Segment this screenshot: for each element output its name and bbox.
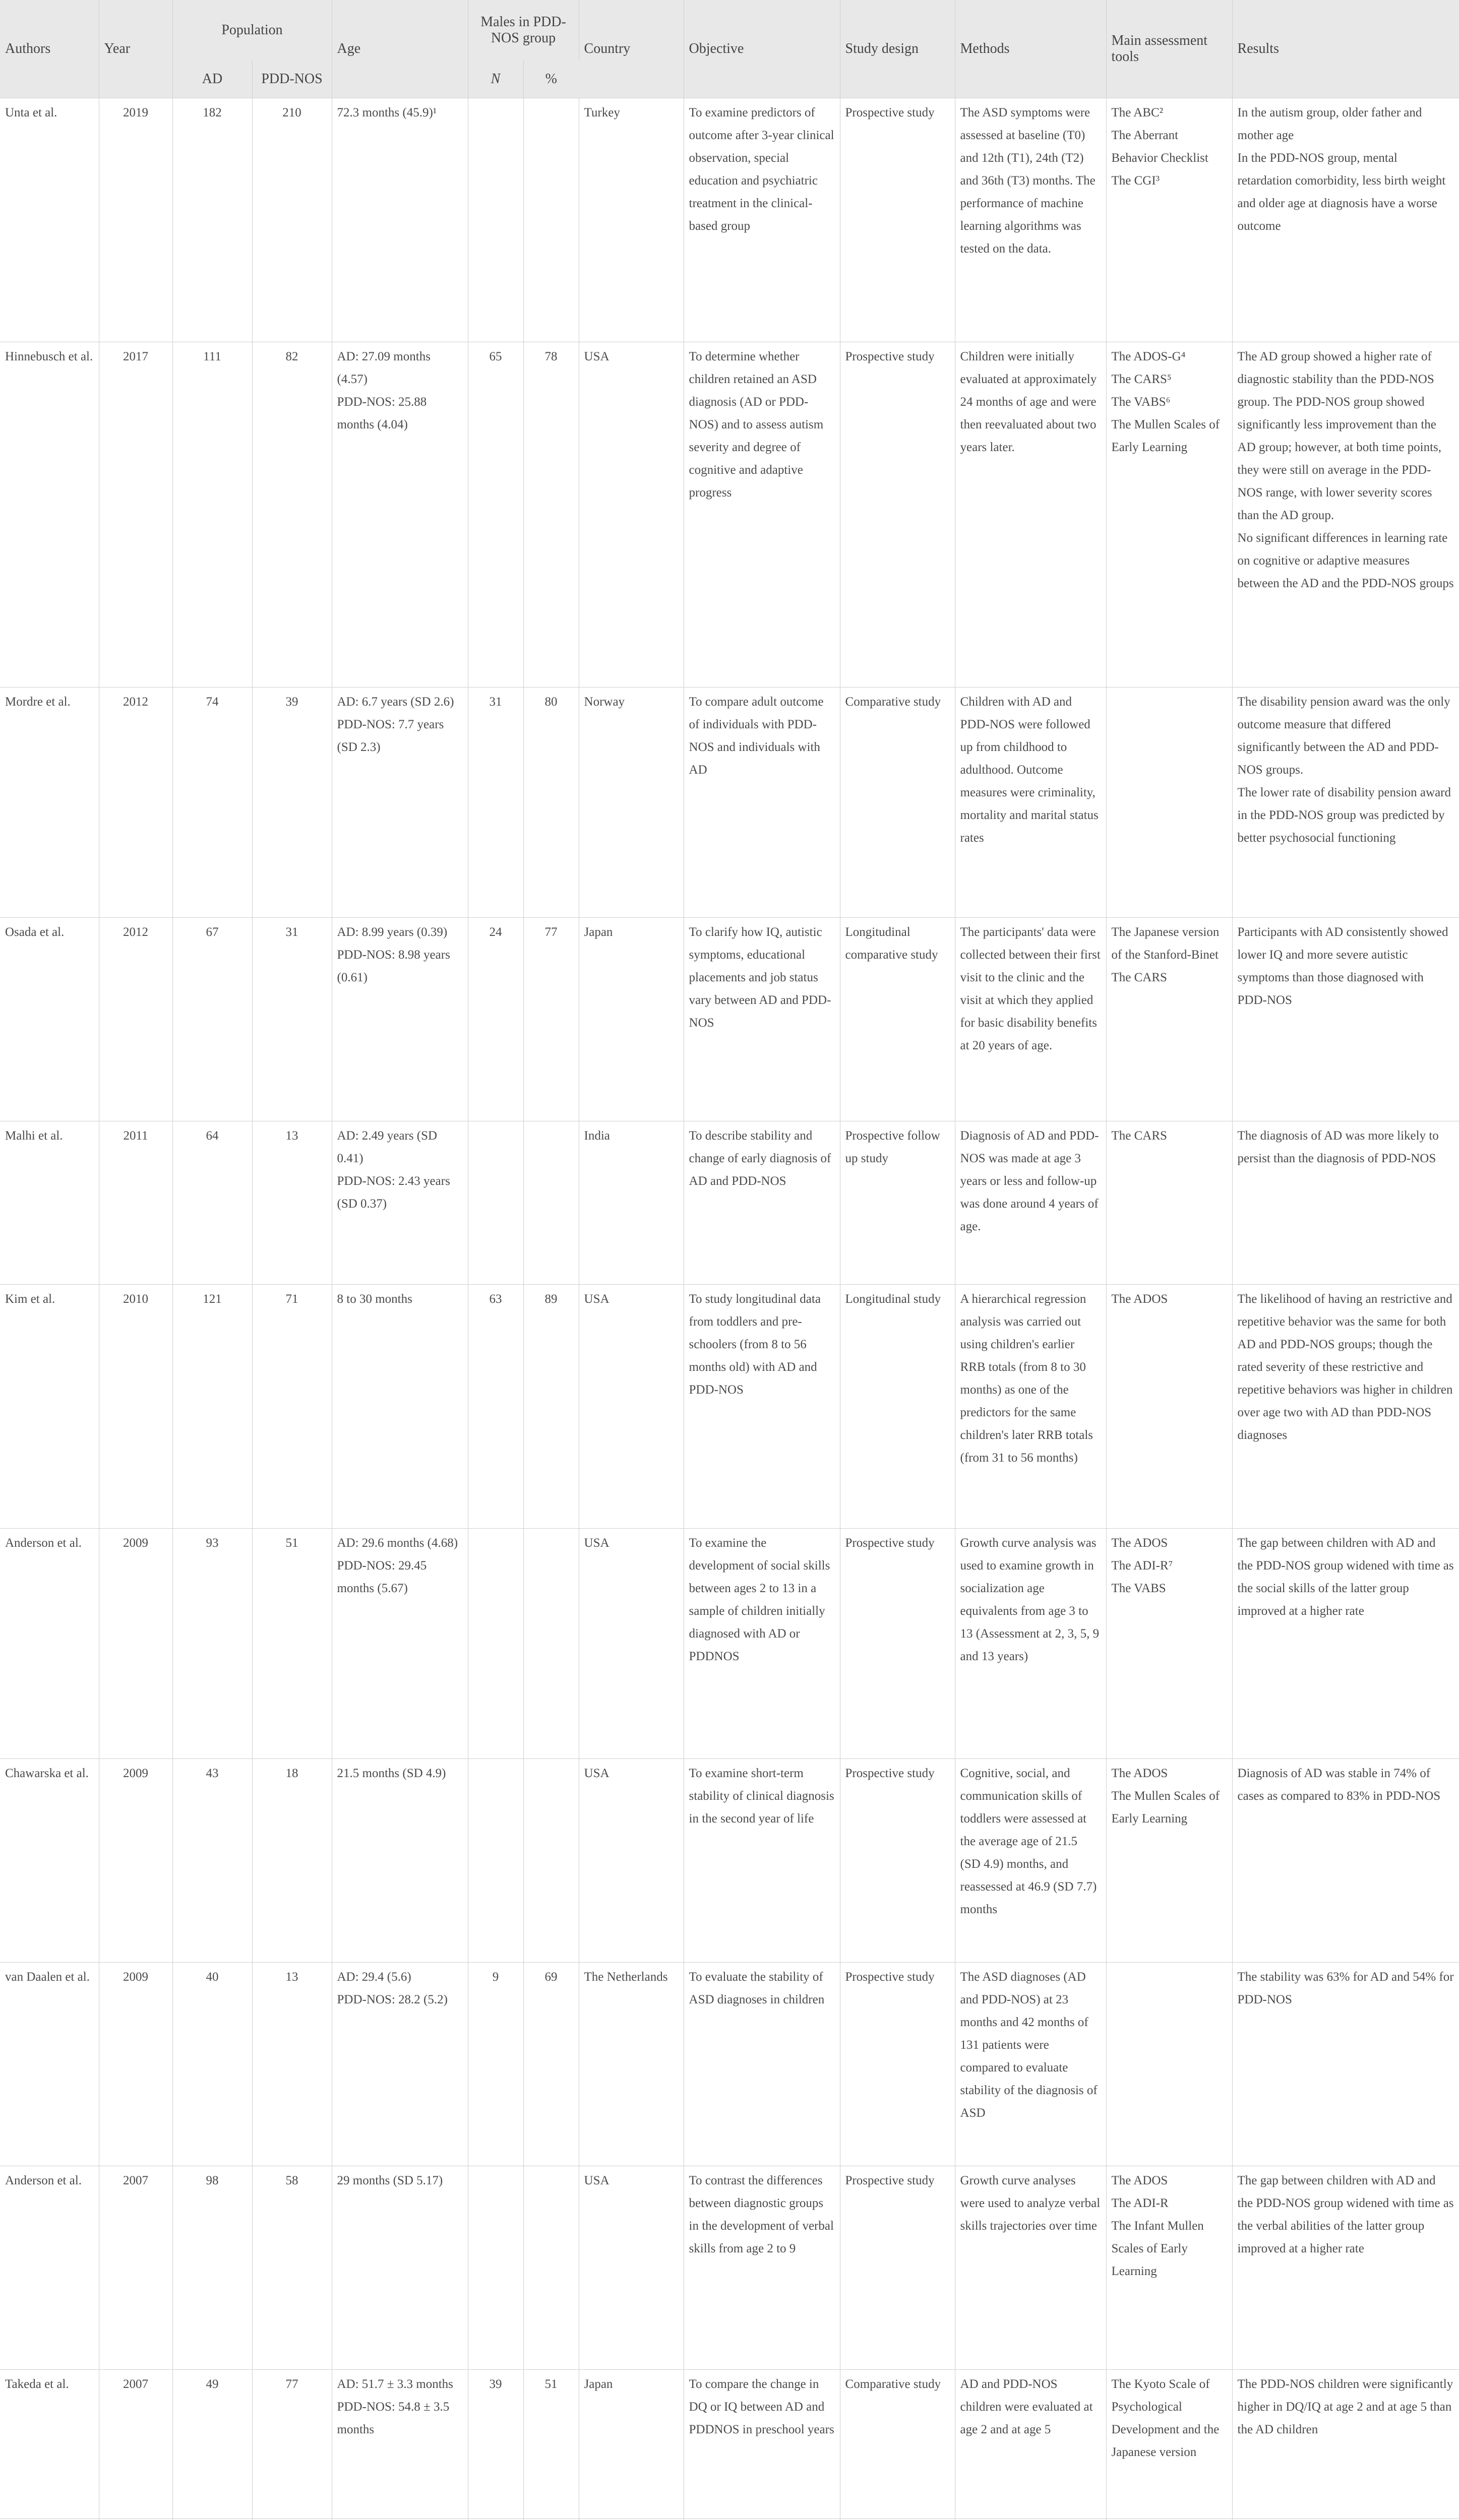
col-males: Males in PDD-NOS group: [468, 0, 579, 60]
ad-count-cell: 64: [172, 1121, 252, 1285]
tools-cell: The CARS: [1106, 1121, 1232, 1285]
males-pct-cell: [523, 2166, 579, 2370]
methods-cell: Diagnosis of AD and PDD-NOS was made at age 3 years or less and follow-up was done around 4 years of age.: [955, 1121, 1106, 1285]
methods-cell: Children were initially evaluated at approximately 24 months of age and were then reevaluated about two years later.: [955, 342, 1106, 687]
table-row: [0, 1529, 1459, 1759]
methods-cell: Growth curve analyses were used to analyze verbal skills trajectories over time: [955, 2166, 1106, 2370]
age-cell: AD: 8.99 years (0.39) PDD-NOS: 8.98 years (0.61): [332, 918, 468, 1121]
design-cell: Prospective study: [840, 342, 955, 687]
results-cell: The stability was 63% for AD and 54% for PDD-NOS: [1232, 1963, 1459, 2166]
tools-cell: The ADOS The Mullen Scales of Early Learning: [1106, 1759, 1232, 1963]
males-n-cell: 24: [468, 918, 523, 1121]
objective-cell: To examine predictors of outcome after 3-year clinical observation, special education and psychiatric treatment in the clinical-based group: [684, 98, 840, 342]
table-row: [0, 342, 1459, 687]
results-cell: The AD group showed a higher rate of diagnostic stability than the PDD-NOS group. The PDD-NOS group showed significantly less improvement than the AD group; however, at both time points, they were still on average in the PDD-NOS range, with lower severity scores than the AD group. No significant differences in learning rate on cognitive or adaptive measures between the AD and the PDD-NOS groups: [1232, 342, 1459, 687]
country-cell: USA: [579, 2166, 684, 2370]
methods-cell: The ASD diagnoses (AD and PDD-NOS) at 23 months and 42 months of 131 patients were compared to evaluate stability of the diagnosis of ASD: [955, 1963, 1106, 2166]
results-cell: The gap between children with AD and the PDD-NOS group widened with time as the social skills of the latter group improved at a higher rate: [1232, 1529, 1459, 1759]
year-cell: 2011: [99, 1121, 172, 1285]
country-cell: USA: [579, 1529, 684, 1759]
objective-cell: To describe stability and change of early diagnosis of AD and PDD-NOS: [684, 1121, 840, 1285]
males-n-cell: [468, 1529, 523, 1759]
year-cell: 2009: [99, 1759, 172, 1963]
authors-cell: Chawarska et al.: [0, 1759, 99, 1963]
year-cell: 2010: [99, 1285, 172, 1529]
results-cell: The disability pension award was the only outcome measure that differed significantly between the AD and PDD-NOS groups. The lower rate of disability pension award in the PDD-NOS group was predicted by better psychosocial functioning: [1232, 687, 1459, 918]
country-cell: India: [579, 1121, 684, 1285]
objective-cell: To determine whether children retained an ASD diagnosis (AD or PDD-NOS) and to assess autism severity and degree of cognitive and adaptive progress: [684, 342, 840, 687]
table-row: [0, 918, 1459, 1121]
age-cell: AD: 29.6 months (4.68) PDD-NOS: 29.45 months (5.67): [332, 1529, 468, 1759]
ad-count-cell: 93: [172, 1529, 252, 1759]
ad-count-cell: 111: [172, 342, 252, 687]
methods-cell: A hierarchical regression analysis was carried out using children's earlier RRB totals (from 8 to 30 months) as one of the predictors for the same children's later RRB totals (from 31 to 56 months): [955, 1285, 1106, 1529]
year-cell: 2012: [99, 687, 172, 918]
age-cell: 8 to 30 months: [332, 1285, 468, 1529]
design-cell: Comparative study: [840, 2370, 955, 2519]
pdd-nos-count-cell: 82: [252, 342, 332, 687]
col-country: Country: [579, 0, 684, 98]
design-cell: Prospective follow up study: [840, 1121, 955, 1285]
age-cell: AD: 51.7 ± 3.3 months PDD-NOS: 54.8 ± 3.5 months: [332, 2370, 468, 2519]
males-pct-cell: 89: [523, 1285, 579, 1529]
design-cell: Comparative study: [840, 687, 955, 918]
ad-count-cell: 74: [172, 687, 252, 918]
design-cell: Prospective study: [840, 98, 955, 342]
tools-cell: [1106, 687, 1232, 918]
results-cell: Participants with AD consistently showed lower IQ and more severe autistic symptoms than those diagnosed with PDD-NOS: [1232, 918, 1459, 1121]
males-n-cell: [468, 1759, 523, 1963]
methods-cell: Growth curve analysis was used to examine growth in socialization age equivalents from age 3 to 13 (Assessment at 2, 3, 5, 9 and 13 years): [955, 1529, 1106, 1759]
males-n-cell: 31: [468, 687, 523, 918]
country-cell: USA: [579, 1285, 684, 1529]
design-cell: Prospective study: [840, 2166, 955, 2370]
year-cell: 2012: [99, 918, 172, 1121]
age-cell: 21.5 months (SD 4.9): [332, 1759, 468, 1963]
authors-cell: Hinnebusch et al.: [0, 342, 99, 687]
tools-cell: The ADOS-G⁴ The CARS⁵ The VABS⁶ The Mullen Scales of Early Learning: [1106, 342, 1232, 687]
year-cell: 2009: [99, 1963, 172, 2166]
authors-cell: Anderson et al.: [0, 2166, 99, 2370]
ad-count-cell: 121: [172, 1285, 252, 1529]
col-methods: Methods: [955, 0, 1106, 98]
authors-cell: Osada et al.: [0, 918, 99, 1121]
design-cell: Prospective study: [840, 1529, 955, 1759]
objective-cell: To compare the change in DQ or IQ between AD and PDDNOS in preschool years: [684, 2370, 840, 2519]
authors-cell: Malhi et al.: [0, 1121, 99, 1285]
males-n-cell: 9: [468, 1963, 523, 2166]
objective-cell: To clarify how IQ, autistic symptoms, educational placements and job status vary between AD and PDD-NOS: [684, 918, 840, 1121]
authors-cell: Takeda et al.: [0, 2370, 99, 2519]
objective-cell: To compare adult outcome of individuals with PDD-NOS and individuals with AD: [684, 687, 840, 918]
col-ad: AD: [172, 60, 252, 98]
age-cell: AD: 29.4 (5.6) PDD-NOS: 28.2 (5.2): [332, 1963, 468, 2166]
tools-cell: The Kyoto Scale of Psychological Development and the Japanese version: [1106, 2370, 1232, 2519]
col-age: Age: [332, 0, 468, 98]
table-row: [0, 1759, 1459, 1963]
tools-cell: The ADOS The ADI-R The Infant Mullen Scales of Early Learning: [1106, 2166, 1232, 2370]
males-pct-cell: [523, 1121, 579, 1285]
year-cell: 2019: [99, 98, 172, 342]
country-cell: USA: [579, 1759, 684, 1963]
pdd-nos-count-cell: 51: [252, 1529, 332, 1759]
results-cell: The gap between children with AD and the PDD-NOS group widened with time as the verbal abilities of the latter group improved at a higher rate: [1232, 2166, 1459, 2370]
authors-cell: van Daalen et al.: [0, 1963, 99, 2166]
results-cell: The diagnosis of AD was more likely to persist than the diagnosis of PDD-NOS: [1232, 1121, 1459, 1285]
objective-cell: To evaluate the stability of ASD diagnoses in children: [684, 1963, 840, 2166]
pdd-nos-count-cell: 13: [252, 1963, 332, 2166]
age-cell: AD: 27.09 months (4.57) PDD-NOS: 25.88 months (4.04): [332, 342, 468, 687]
objective-cell: To examine short-term stability of clinical diagnosis in the second year of life: [684, 1759, 840, 1963]
table-row: [0, 2166, 1459, 2370]
pdd-nos-count-cell: 13: [252, 1121, 332, 1285]
tools-cell: [1106, 1963, 1232, 2166]
authors-cell: Mordre et al.: [0, 687, 99, 918]
results-cell: The PDD-NOS children were significantly higher in DQ/IQ at age 2 and at age 5 than the AD children: [1232, 2370, 1459, 2519]
authors-cell: Kim et al.: [0, 1285, 99, 1529]
males-n-cell: 39: [468, 2370, 523, 2519]
males-pct-cell: [523, 98, 579, 342]
methods-cell: AD and PDD-NOS children were evaluated at age 2 and at age 5: [955, 2370, 1106, 2519]
ad-count-cell: 67: [172, 918, 252, 1121]
objective-cell: To study longitudinal data from toddlers and pre-schoolers (from 8 to 56 months old) with AD and PDD-NOS: [684, 1285, 840, 1529]
pdd-nos-count-cell: 210: [252, 98, 332, 342]
year-cell: 2007: [99, 2370, 172, 2519]
objective-cell: To contrast the differences between diagnostic groups in the development of verbal skills from age 2 to 9: [684, 2166, 840, 2370]
table-header: [0, 0, 1459, 98]
ad-count-cell: 98: [172, 2166, 252, 2370]
authors-cell: Anderson et al.: [0, 1529, 99, 1759]
table-body: [0, 98, 1459, 2520]
age-cell: AD: 6.7 years (SD 2.6) PDD-NOS: 7.7 years (SD 2.3): [332, 687, 468, 918]
country-cell: Norway: [579, 687, 684, 918]
males-n-cell: [468, 1121, 523, 1285]
table-row: [0, 1285, 1459, 1529]
ad-count-cell: 49: [172, 2370, 252, 2519]
year-cell: 2009: [99, 1529, 172, 1759]
pdd-nos-count-cell: 39: [252, 687, 332, 918]
table-row: [0, 2370, 1459, 2519]
design-cell: Longitudinal comparative study: [840, 918, 955, 1121]
males-pct-cell: [523, 1759, 579, 1963]
males-n-cell: [468, 2166, 523, 2370]
pdd-nos-count-cell: 71: [252, 1285, 332, 1529]
col-results: Results: [1232, 0, 1459, 98]
age-cell: 29 months (SD 5.17): [332, 2166, 468, 2370]
tools-cell: The ABC² The Aberrant Behavior Checklist The CGI³: [1106, 98, 1232, 342]
results-cell: Diagnosis of AD was stable in 74% of cases as compared to 83% in PDD-NOS: [1232, 1759, 1459, 1963]
design-cell: Longitudinal study: [840, 1285, 955, 1529]
males-n-cell: 63: [468, 1285, 523, 1529]
col-pdd-nos: PDD-NOS: [252, 60, 332, 98]
methods-cell: Cognitive, social, and communication skills of toddlers were assessed at the average age of 21.5 (SD 4.9) months, and reassessed at 46.9 (SD 7.7) months: [955, 1759, 1106, 1963]
males-pct-cell: 77: [523, 918, 579, 1121]
pdd-nos-count-cell: 18: [252, 1759, 332, 1963]
col-tools: Main assessment tools: [1106, 0, 1232, 98]
country-cell: Japan: [579, 2370, 684, 2519]
design-cell: Prospective study: [840, 1759, 955, 1963]
results-cell: The likelihood of having an restrictive and repetitive behavior was the same for both AD and PDD-NOS groups; though the rated severity of these restrictive and repetitive behaviors was higher in children over age two with AD than PDD-NOS diagnoses: [1232, 1285, 1459, 1529]
pdd-nos-count-cell: 31: [252, 918, 332, 1121]
authors-cell: Unta et al.: [0, 98, 99, 342]
col-year: Year: [99, 0, 172, 98]
col-population: Population: [172, 0, 332, 60]
pdd-nos-count-cell: 58: [252, 2166, 332, 2370]
males-pct-cell: 51: [523, 2370, 579, 2519]
ad-count-cell: 182: [172, 98, 252, 342]
ad-count-cell: 43: [172, 1759, 252, 1963]
age-cell: AD: 2.49 years (SD 0.41) PDD-NOS: 2.43 years (SD 0.37): [332, 1121, 468, 1285]
table-row: [0, 1121, 1459, 1285]
col-authors: Authors: [0, 0, 99, 98]
country-cell: USA: [579, 342, 684, 687]
country-cell: The Netherlands: [579, 1963, 684, 2166]
methods-cell: The participants' data were collected between their first visit to the clinic and the visit at which they applied for basic disability benefits at 20 years of age.: [955, 918, 1106, 1121]
tools-cell: The ADOS The ADI-R⁷ The VABS: [1106, 1529, 1232, 1759]
methods-cell: The ASD symptoms were assessed at baseline (T0) and 12th (T1), 24th (T2) and 36th (T3) months. The performance of machine learning algorithms was tested on the data.: [955, 98, 1106, 342]
males-n-cell: 65: [468, 342, 523, 687]
tools-cell: The Japanese version of the Stanford-Binet The CARS: [1106, 918, 1232, 1121]
males-pct-cell: [523, 1529, 579, 1759]
objective-cell: To examine the development of social skills between ages 2 to 13 in a sample of children initially diagnosed with AD or PDDNOS: [684, 1529, 840, 1759]
year-cell: 2007: [99, 2166, 172, 2370]
col-pct: %: [523, 60, 579, 98]
males-pct-cell: 78: [523, 342, 579, 687]
methods-cell: Children with AD and PDD-NOS were followed up from childhood to adulthood. Outcome measures were criminality, mortality and marital status rates: [955, 687, 1106, 918]
table-row: [0, 687, 1459, 918]
col-objective: Objective: [684, 0, 840, 98]
tools-cell: The ADOS: [1106, 1285, 1232, 1529]
design-cell: Prospective study: [840, 1963, 955, 2166]
pdd-nos-count-cell: 77: [252, 2370, 332, 2519]
country-cell: Turkey: [579, 98, 684, 342]
country-cell: Japan: [579, 918, 684, 1121]
table-row: [0, 1963, 1459, 2166]
col-n: N: [468, 60, 523, 98]
males-n-cell: [468, 98, 523, 342]
age-cell: 72.3 months (45.9)¹: [332, 98, 468, 342]
col-design: Study design: [840, 0, 955, 98]
ad-count-cell: 40: [172, 1963, 252, 2166]
year-cell: 2017: [99, 342, 172, 687]
males-pct-cell: 69: [523, 1963, 579, 2166]
table-row: [0, 98, 1459, 342]
males-pct-cell: 80: [523, 687, 579, 918]
results-cell: In the autism group, older father and mother age In the PDD-NOS group, mental retardation comorbidity, less birth weight and older age at diagnosis have a worse outcome: [1232, 98, 1459, 342]
